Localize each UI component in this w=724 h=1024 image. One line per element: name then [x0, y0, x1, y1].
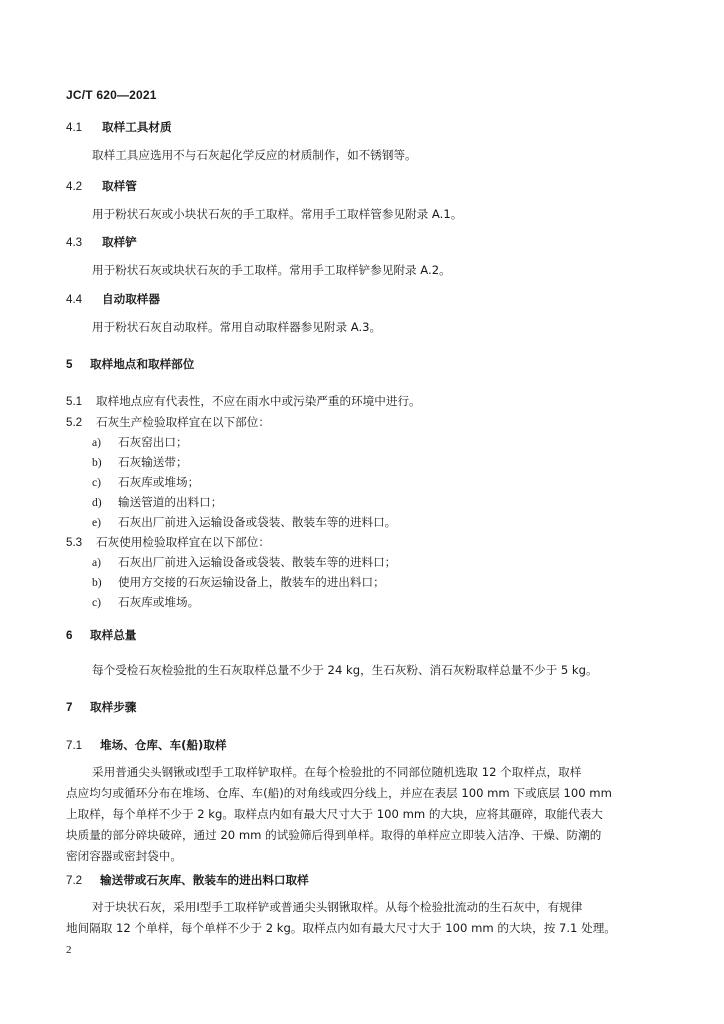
list-marker: b): [92, 456, 102, 469]
list-item-text: 石灰输送带；: [118, 455, 188, 469]
list-marker: a): [92, 556, 102, 569]
list-item: [92, 454, 188, 471]
clause-5-1: [66, 393, 421, 410]
section-5-heading: [66, 356, 194, 373]
clause-title: 取样工具材质: [102, 120, 172, 134]
clause-text: 石灰使用检验取样宜在以下部位：: [96, 535, 270, 549]
list-item-text: 石灰出厂前进入运输设备或袋装、散装车等的进料口。: [118, 515, 397, 529]
clause-number: 4.3: [66, 236, 83, 249]
list-item-text: 石灰窑出口；: [118, 435, 188, 449]
list-marker: d): [92, 496, 102, 509]
clause-5-3: [66, 534, 270, 551]
section-title: 取样总量: [90, 628, 137, 642]
list-item: [92, 594, 199, 611]
list-marker: a): [92, 436, 102, 449]
clause-7-1-line-1: 采用普通尖头钢锹或Ⅰ型手工取样铲取样。在每个检验批的不同部位随机选取 12 个取样点，取样: [92, 765, 582, 779]
clause-7-1-line-4: 块质量的部分碎块破碎，通过 20 mm 的试验筛后得到单样。取得的单样应立即装入洁净、干燥、防潮的: [66, 828, 602, 842]
list-item-text: 输送管道的出料口；: [118, 495, 223, 509]
section-title: 取样步骤: [90, 700, 137, 714]
clause-7-2-heading: [66, 872, 309, 889]
clause-number: 7.2: [66, 874, 83, 887]
clause-7-1-heading: [66, 737, 227, 754]
clause-7-1-line-2: 点应均匀或循环分布在堆场、仓库、车(船)的对角线或四分线上，并应在表层 100 mm 下或底层 100 mm: [66, 786, 612, 800]
clause-4-3-body: 用于粉状石灰或块状石灰的手工取样。常用手工取样铲参见附录 A.2。: [92, 263, 451, 277]
clause-text: 取样地点应有代表性，不应在雨水中或污染严重的环境中进行。: [96, 394, 421, 408]
clause-title: 输送带或石灰库、散装车的进出料口取样: [100, 873, 309, 887]
list-item-text: 石灰库或堆场；: [118, 475, 200, 489]
clause-7-2-line-2: 地间隔取 12 个单样，每个单样不少于 2 kg。取样点内如有最大尺寸大于 100 mm 的大块，按 7.1 处理。: [66, 921, 616, 935]
clause-4-1-body: 取样工具应选用不与石灰起化学反应的材质制作，如不锈钢等。: [92, 148, 417, 162]
clause-7-1-line-5: 密闭容器或密封袋中。: [66, 849, 182, 863]
clause-4-2-body: 用于粉状石灰或小块状石灰的手工取样。常用手工取样管参见附录 A.1。: [92, 207, 463, 221]
section-number: 7: [66, 701, 73, 714]
section-7-heading: [66, 699, 136, 716]
clause-title: 自动取样器: [102, 292, 160, 306]
list-item: [92, 554, 396, 571]
clause-title: 取样铲: [102, 235, 137, 249]
clause-title: 堆场、仓库、车(船)取样: [100, 738, 227, 752]
list-item: [92, 574, 385, 591]
clause-7-1-line-3: 上取样，每个单样不少于 2 kg。取样点内如有最大尺寸大于 100 mm 的大块，应将其砸碎，取能代表大: [66, 807, 603, 821]
clause-title: 取样管: [102, 179, 137, 193]
section-6-body: 每个受检石灰检验批的生石灰取样总量不少于 24 kg，生石灰粉、消石灰粉取样总量不少于 5 kg。: [92, 663, 598, 677]
section-6-heading: [66, 627, 136, 644]
list-item: [92, 514, 396, 531]
clause-4-3-heading: [66, 234, 137, 251]
page-number: 2: [66, 944, 72, 956]
document-code: JC/T 620—2021: [66, 88, 157, 102]
clause-5-2: [66, 414, 270, 431]
list-item-text: 使用方交接的石灰运输设备上，散装车的进出料口；: [118, 575, 385, 589]
clause-4-4-heading: [66, 291, 160, 308]
clause-number: 4.4: [66, 293, 83, 306]
list-item: [92, 474, 199, 491]
clause-text: 石灰生产检验取样宜在以下部位：: [96, 415, 270, 429]
list-marker: e): [92, 516, 102, 529]
clause-number: 5.2: [66, 416, 83, 429]
list-marker: c): [92, 596, 102, 609]
clause-7-2-line-1: 对于块状石灰，采用Ⅰ型手工取样铲或普通尖头钢锹取样。从每个检验批流动的生石灰中，有规律: [92, 900, 583, 914]
list-item: [92, 494, 222, 511]
list-item-text: 石灰出厂前进入运输设备或袋装、散装车等的进料口；: [118, 555, 397, 569]
section-title: 取样地点和取样部位: [90, 357, 195, 371]
clause-4-4-body: 用于粉状石灰自动取样。常用自动取样器参见附录 A.3。: [92, 320, 382, 334]
clause-4-1-heading: [66, 119, 172, 136]
clause-number: 7.1: [66, 739, 83, 752]
clause-number: 5.1: [66, 395, 83, 408]
clause-number: 4.1: [66, 121, 83, 134]
section-number: 6: [66, 629, 73, 642]
clause-4-2-heading: [66, 178, 137, 195]
section-number: 5: [66, 358, 73, 371]
list-item: [92, 434, 188, 451]
list-item-text: 石灰库或堆场。: [118, 595, 200, 609]
clause-number: 5.3: [66, 536, 83, 549]
clause-number: 4.2: [66, 180, 83, 193]
list-marker: c): [92, 476, 102, 489]
list-marker: b): [92, 576, 102, 589]
